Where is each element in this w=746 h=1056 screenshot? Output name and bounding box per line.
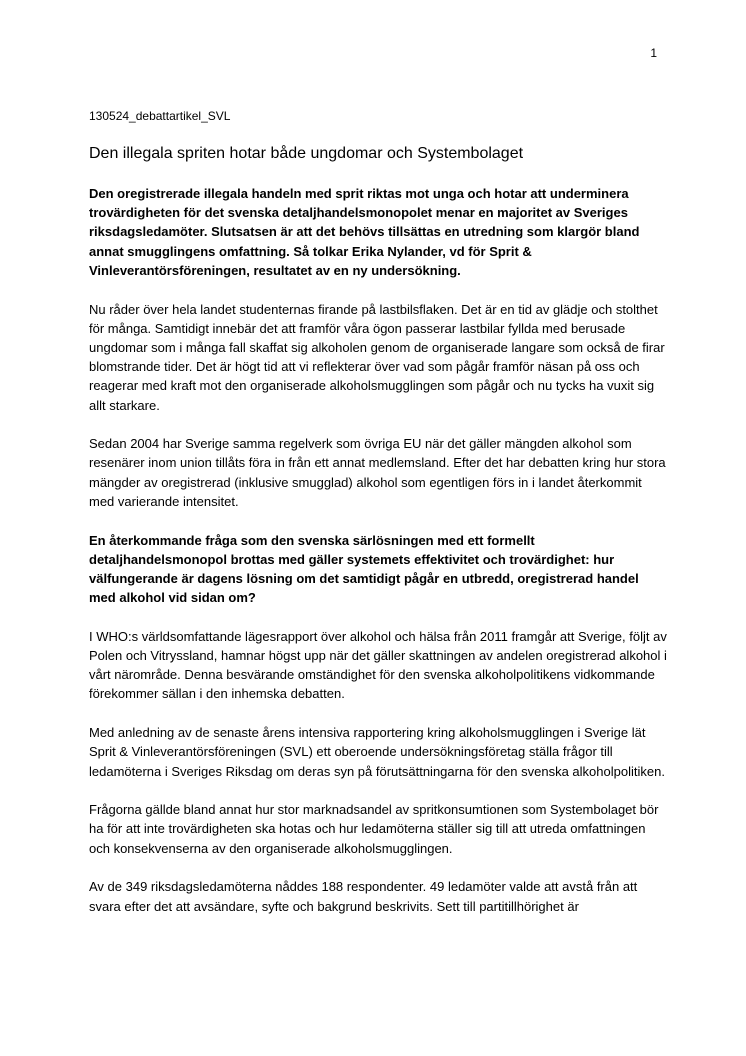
document-id: 130524_debattartikel_SVL [89, 109, 231, 123]
paragraph-lead: Den oregistrerade illegala handeln med sprit riktas mot unga och hotar att underminera trovärdigheten för det svenska detaljhandelsmonopolet menar en majoritet av Sveriges riksdagsledamöter. Slutsatsen är att det behövs tillsättas en utredning som klargör bland annat smugglingens omfattning. Så tolkar Erika Nylander, vd för Sprit & Vinleverantörsföreningen, resultatet av en ny undersökning. [89, 186, 640, 278]
article-body [89, 184, 669, 935]
paragraph-question: En återkommande fråga som den svenska särlösningen med ett formellt detaljhandelsmonopol brottas med gäller systemets effektivitet och trovärdighet: hur välfungerande är dagens lösning om det samtidigt pågår en utbredd, oregistrerad handel med alkohol vid sidan om? [89, 532, 639, 606]
article-title: Den illegala spriten hotar både ungdomar och Systembolaget [89, 145, 524, 162]
paragraph: Av de 349 riksdagsledamöterna nåddes 188 respondenter. 49 ledamöter valde att avstå från att svara efter det att avsändare, syfte och bakgrund beskrivits. Sett till partitillhörighet är [89, 879, 638, 914]
paragraph: Sedan 2004 har Sverige samma regelverk som övriga EU när det gäller mängden alkohol som resenärer inom union tillåts föra in från ett annat medlemsland. Efter det har debatten kring hur stora mängder av oregistrerad (inklusive smugglad) alkohol som egentligen förs in i landet återkommit med varierande intensitet. [89, 436, 666, 509]
paragraph: Nu råder över hela landet studenternas firande på lastbilsflaken. Det är en tid av glädje och stolthet för många. Samtidigt innebär det att framför våra ögon passerar lastbilar fyllda med berusade ungdomar som i många fall skaffat sig alkoholen genom de organiserade langare som också de firar blomstrande tider. Det är högt tid att vi reflekterar över vad som pågår framför näsan på oss och reagerar med kraft mot den organiserade alkoholsmugglingen som pågår och nu tycks ha vuxit sig allt starkare. [89, 301, 665, 413]
paragraph: Med anledning av de senaste årens intensiva rapportering kring alkoholsmugglingen i Sverige lät Sprit & Vinleverantörsföreningen (SVL) ett oberoende undersökningsföretag ställa frågor till ledamöterna i Sveriges Riksdag om deras syn på förutsättningarna för den svenska alkoholpolitiken. [89, 725, 665, 779]
page-number: 1 [650, 46, 657, 60]
paragraph: I WHO:s världsomfattande lägesrapport över alkohol och hälsa från 2011 framgår att Sverige, följt av Polen och Vitryssland, hamnar högst upp när det gäller skattningen av andelen oregistrerad alkohol i vårt närområde. Denna besvärande omständighet för den svenska alkoholpolitikens vidkommande förekommer sällan i den inhemska debatten. [89, 628, 667, 702]
paragraph: Frågorna gällde bland annat hur stor marknadsandel av spritkonsumtionen som Systembolaget bör ha för att inte trovärdigheten ska hotas och hur ledamöterna ställer sig till att utreda omfattningen och konsekvenserna av den organiserade alkoholsmugglingen. [89, 802, 659, 856]
